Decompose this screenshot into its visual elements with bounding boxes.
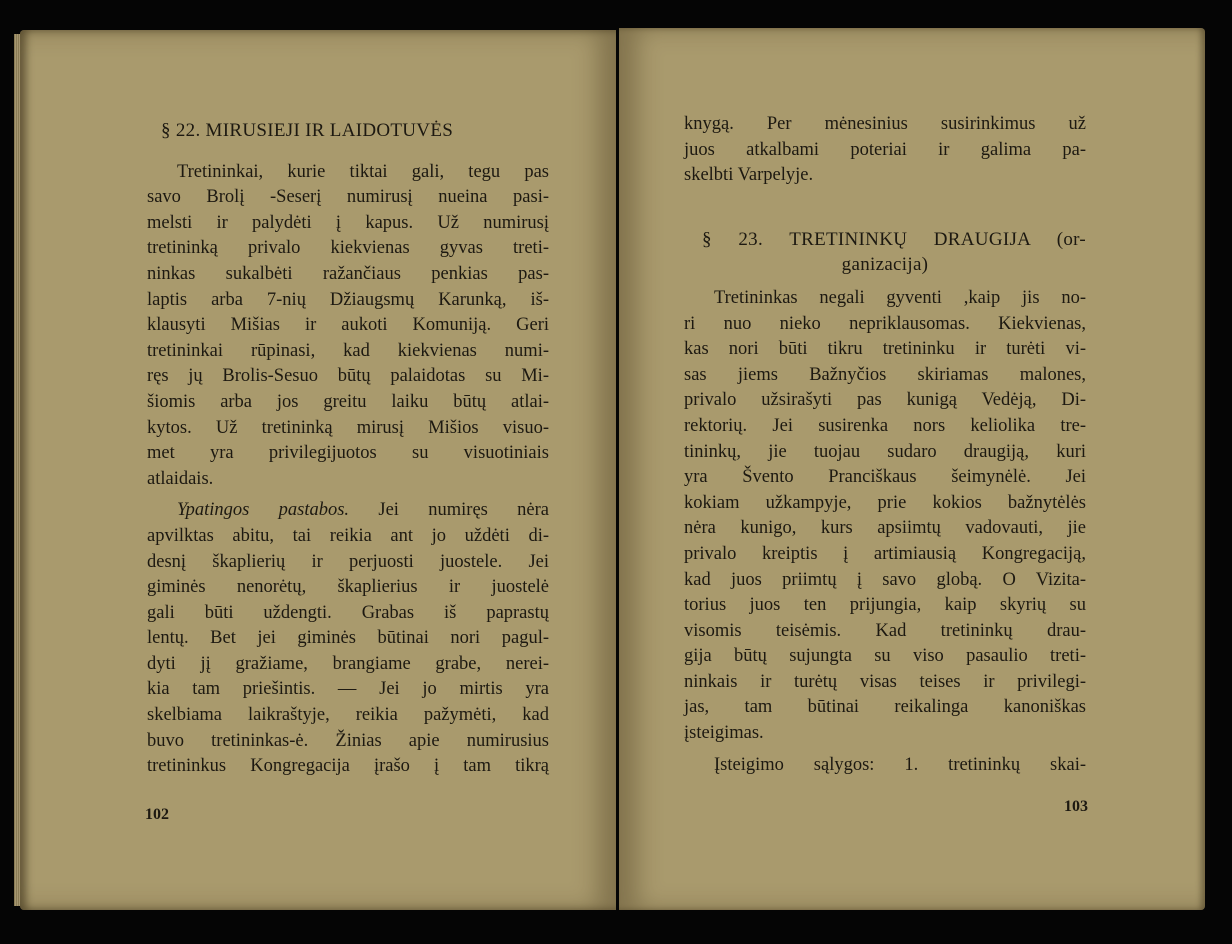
text-line: gija būtų sujungta su viso pasaulio treti-	[684, 646, 1086, 667]
page-number-left: 102	[145, 806, 169, 823]
text-line: skelbiama laikraštyje, reikia pažymėti, kad	[147, 705, 549, 726]
text-line	[147, 498, 549, 524]
page-number-right: 103	[1064, 798, 1088, 815]
text-line: tretininkai rūpinasi, kad kiekvienas numi-	[147, 340, 549, 361]
text-line: kia tam priešintis. — Jei jo mirtis yra	[147, 679, 549, 700]
text-line: tretininką privalo kiekvienas gyvas treti-	[147, 238, 549, 259]
text-line: Įsteigimo sąlygos: 1. tretininkų skai-	[714, 754, 1086, 775]
text-line: skelbti Varpelyje.	[684, 165, 814, 186]
text-line: met yra privilegijuotos su visuotiniais	[147, 443, 549, 464]
text-line: knygą. Per mėnesinius susirinkimus už	[684, 114, 1086, 134]
text-line: šiomis arba jos greitu laiku būtų atlai-	[147, 391, 549, 412]
text-line: buvo tretininkas-ė. Žinias apie numirusius	[147, 730, 549, 751]
paragraph	[684, 753, 1086, 779]
text-line: Tretininkai, kurie tiktai gali, tegu pas	[177, 161, 549, 182]
text-line: kad juos priimtų į savo globą. O Vizita-	[684, 569, 1086, 590]
text-line: ninkais ir turėtų visas teises ir privilegi-	[684, 671, 1086, 692]
text-line: ninkas sukalbėti ražančiaus penkias pas-	[147, 263, 549, 284]
text-line: sas jiems Bažnyčios skiriamas malones,	[684, 364, 1086, 385]
text-line: torius juos ten prijungia, kaip skyrių su	[684, 595, 1086, 616]
text-line: laptis arba 7-nių Džiaugsmų Karunką, iš-	[147, 289, 549, 310]
text-line: apvilktas abitu, tai reikia ant jo uždėti di-	[147, 525, 549, 546]
line-text: Jei numiręs nėra	[378, 500, 550, 521]
text-line: gali būti uždengti. Grabas iš paprastų	[147, 602, 549, 623]
continuation-paragraph	[684, 112, 1086, 189]
text-line: yra Švento Pranciškaus šeimynėlė. Jei	[684, 467, 1086, 488]
left-text-column	[147, 118, 549, 780]
text-line: ręs jų Brolis-Sesuo būtų palaidotas su Mi-	[147, 366, 549, 387]
text-line: lentų. Bet jei giminės būtinai nori pagul-	[147, 628, 549, 649]
text-line: dyti jį gražiame, brangiame grabe, nerei-	[147, 653, 549, 674]
text-line: visomis teisėmis. Kad tretininkų drau-	[684, 620, 1086, 641]
text-line: klausyti Mišias ir aukoti Komuniją. Geri	[147, 315, 549, 336]
text-line: tretininkus Kongregacija įrašo į tam tikrą	[147, 756, 549, 777]
text-line: juos atkalbami poteriai ir galima pa-	[684, 139, 1086, 160]
text-line: kas nori būti tikru tretininku ir turėti vi-	[684, 339, 1086, 360]
paragraph	[147, 498, 549, 780]
right-text-column	[684, 112, 1086, 778]
text-line: giminės nenorėtų, škaplierius ir juostelė	[147, 577, 549, 598]
italic-lead: Ypatingos pastabos.	[177, 500, 350, 521]
text-line: atlaidais.	[147, 468, 214, 489]
right-paragraphs	[684, 286, 1086, 778]
section-heading-23-line1: § 23. TRETININKŲ DRAUGIJA (or-	[702, 228, 1086, 250]
text-line: kytos. Už tretininką mirusį Mišios visuo-	[147, 417, 549, 438]
text-line: ri nuo nieko nepriklausomas. Kiekvienas,	[684, 313, 1086, 334]
text-line: nėra kunigo, kurs apsiimtų vadovauti, jie	[684, 518, 1086, 539]
text-line: desnį škaplierių ir perjuosti juostele. Jei	[147, 551, 549, 572]
paragraph	[147, 160, 549, 493]
text-line: jas, tam būtinai reikalinga kanoniškas	[684, 697, 1086, 718]
left-paragraphs	[147, 160, 549, 780]
paragraph	[684, 286, 1086, 747]
text-line: rektorių. Jei susirenka nors keliolika tre-	[684, 415, 1086, 436]
section-heading-23-line2: ganizacija)	[841, 254, 929, 276]
text-line: privalo kreiptis į artimiausią Kongregaciją,	[684, 543, 1086, 564]
text-line: savo Brolį -Seserį numirusį nueina pasi-	[147, 187, 549, 208]
text-line: tininkų, jie tuojau sudaro draugiją, kuri	[684, 441, 1086, 462]
text-line: kokiam užkampyje, prie kokios bažnytėlės	[684, 492, 1086, 513]
text-line: įsteigimas.	[684, 723, 764, 744]
text-line: privalo užsirašyti pas kunigą Vedėją, Di-	[684, 390, 1086, 411]
text-line: melsti ir palydėti į kapus. Už numirusį	[147, 212, 549, 233]
section-heading-22: § 22. MIRUSIEJI IR LAIDOTUVĖS	[161, 120, 454, 141]
text-line: Tretininkas negali gyventi ,kaip jis no-	[714, 287, 1086, 308]
